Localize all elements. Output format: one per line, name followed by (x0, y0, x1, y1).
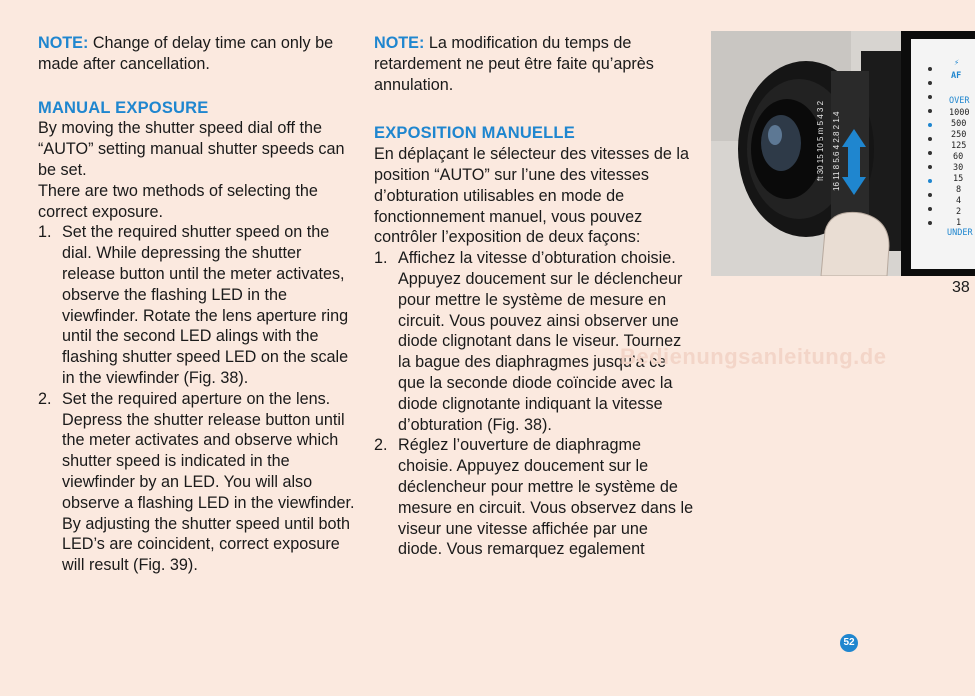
viewfinder-speed: 1000 (949, 108, 970, 118)
viewfinder-speed: 15 (953, 174, 964, 184)
viewfinder-af: AF (951, 71, 962, 81)
step-number: 1. (374, 249, 388, 268)
english-step-2 (38, 389, 358, 576)
step-text: Set the required aperture on the lens. Depress the shutter release button until the meter activates and observe which shutter speed is indicated in the viewfinder by an LED. You will also observe a flashing LED in the viewfinder. By adjusting the shutter speed until both LED’s are coincident, correct exposure will result (Fig. 39). (62, 389, 355, 575)
viewfinder-speed: 500 (951, 119, 967, 129)
viewfinder-speed: 8 (956, 185, 962, 195)
viewfinder-over: OVER (949, 96, 970, 106)
step-text: Affichez la vitesse d’obturation choisie. Appuyez doucement sur le déclencheur pour mettre le système de mesure en circuit. Vous pouvez ainsi observer une diode clignotant dans le viseur. Tournez la bague des diaphragmes jusqu’à ce que la seconde diode coïncide avec la diode clignotante indiquant la vitesse d’obturation (Fig. 38). (398, 249, 683, 434)
english-intro-1: By moving the shutter speed dial off the “AUTO” setting manual shutter speeds can be set. (38, 119, 345, 179)
french-note-label: NOTE: (374, 34, 425, 52)
figure-38-camera-photo (711, 31, 975, 276)
french-note (374, 33, 694, 95)
french-heading: EXPOSITION MANUELLE (374, 124, 575, 143)
french-step-2 (374, 435, 694, 560)
viewfinder-speed: 250 (951, 130, 967, 140)
thumb-illustration (821, 212, 889, 276)
page-number: 52 (840, 634, 858, 652)
viewfinder-speed: 4 (956, 196, 962, 206)
step-text: Set the required shutter speed on the dial. While depressing the shutter release button until the meter activates, observe the flashing LED in the viewfinder. Rotate the lens aperture ring until the second LED alings with the flashing shutter speed LED on the scale in the viewfinder (Fig. 38). (62, 223, 349, 387)
english-heading: MANUAL EXPOSURE (38, 98, 209, 117)
viewfinder-speed: 125 (951, 141, 967, 151)
english-step-1 (38, 222, 358, 388)
step-number: 1. (38, 223, 52, 242)
viewfinder-speed: 30 (953, 163, 964, 173)
french-intro: En déplaçant le sélecteur des vitesses de la position “AUTO” sur l’une des vitesses d’obturation utilisables en mode de fonctionnement manuel, vous pouvez contrôler l’exposition de deux façons: (374, 145, 689, 247)
step-text: Réglez l’ouverture de diaphragme choisie. Appuyez doucement sur le déclencheur pour mettre le système de mesure en circuit. Vous observez dans le viseur une vitesse affichée par une diode. Vous remarquez egalement (398, 436, 694, 559)
step-number: 2. (374, 436, 388, 455)
viewfinder-speed: 60 (953, 152, 964, 162)
lens-distance-scale: ft 30 15 10 5 m 5 4 3 2 (816, 100, 825, 181)
english-steps (38, 222, 358, 576)
french-steps (374, 248, 694, 560)
viewfinder-under: UNDER (947, 228, 973, 238)
english-note-text: Change of delay time can only be made after cancellation. (38, 34, 334, 73)
english-column (38, 33, 358, 576)
french-note-text: La modification du temps de retardement ne peut être faite qu’après annulation. (374, 34, 654, 94)
english-note (38, 33, 358, 75)
viewfinder-speed: 1 (956, 218, 962, 228)
english-note-label: NOTE: (38, 34, 89, 52)
flash-icon: ⚡ (954, 58, 960, 68)
watermark: Bedienungsanleitung.de (620, 344, 887, 369)
lens-aperture-scale: 16 11 8 5.6 4 2.8 2 1.4 (832, 111, 841, 191)
english-intro-2: There are two methods of selecting the correct exposure. (38, 181, 318, 221)
camera-lens-illustration (711, 31, 975, 276)
step-number: 2. (38, 389, 52, 408)
figure-number: 38 (952, 279, 970, 296)
viewfinder-speed: 2 (956, 207, 962, 217)
double-arrow-icon (848, 143, 860, 181)
french-step-1 (374, 248, 694, 435)
french-column (374, 33, 694, 560)
